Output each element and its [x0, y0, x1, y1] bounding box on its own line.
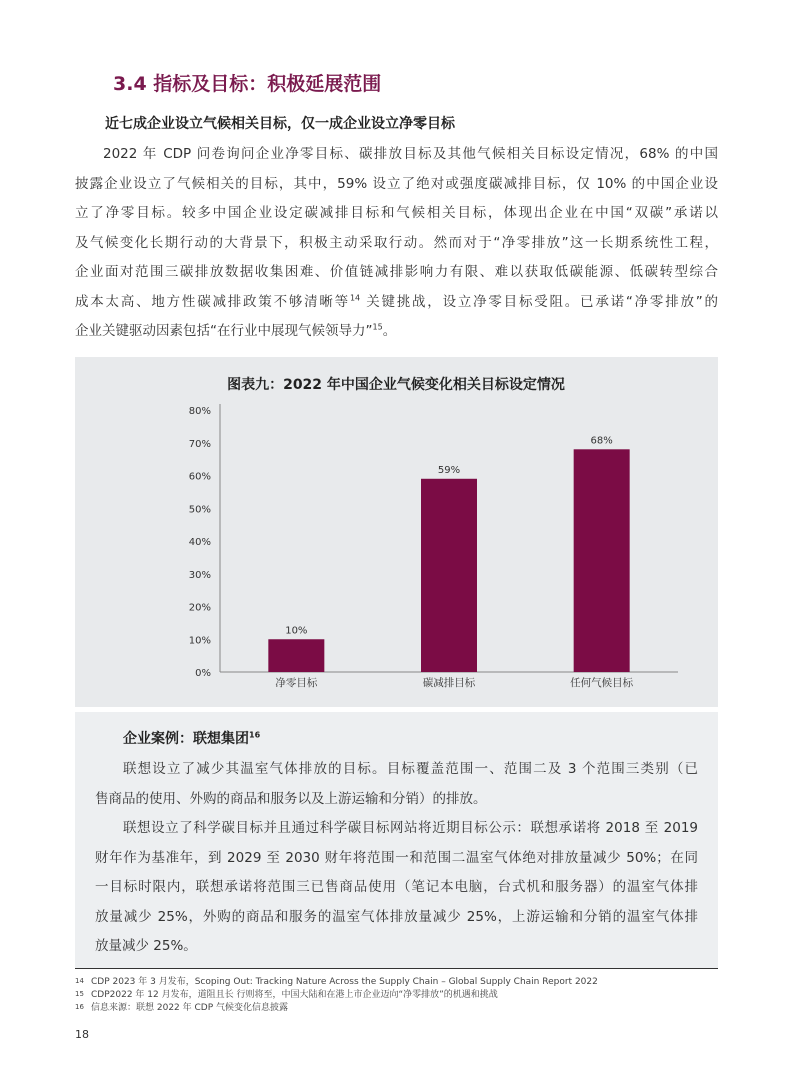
chart-bar [421, 479, 477, 672]
y-tick-label: 0% [195, 668, 211, 679]
bar-value-label: 68% [590, 435, 613, 447]
y-tick-label: 80% [188, 406, 211, 417]
footnote [75, 989, 718, 1002]
footnote-number: 16 [75, 1003, 84, 1011]
case-study-box [75, 712, 718, 968]
footnote [75, 976, 718, 989]
chart-title: 图表九：2022 年中国企业气候变化相关目标设定情况 [227, 377, 565, 393]
bar-value-label: 59% [437, 464, 461, 476]
page-number: 18 [75, 1028, 89, 1041]
intro-paragraph [75, 140, 718, 347]
case-paragraphs [95, 755, 698, 962]
x-category-label: 净零目标 [275, 677, 318, 689]
y-tick-label: 50% [188, 504, 211, 516]
case-title [123, 728, 260, 750]
paragraph-line [75, 288, 718, 318]
paragraph-line: 企业面对范围三碳排放数据收集困难、价值链减排影响力有限、难以获取低碳能源、低碳转型综合 [75, 264, 718, 280]
x-category-label: 碳减排目标 [422, 677, 476, 689]
y-tick-label: 30% [188, 569, 211, 581]
chart-bar [574, 449, 630, 672]
footnote-number: 14 [75, 977, 84, 985]
paragraph-line: 放量减少 25%，外购的商品和服务的温室气体排放量减少 25%，上游运输和分销的温室气体排 [95, 908, 698, 925]
paragraph-line: 售商品的使用、外购的商品和服务以及上游运输和分销）的排放。 [95, 790, 487, 807]
line-text: 关键挑战，设立净零目标受阻。已承诺“净零排放”的 [360, 293, 719, 310]
paragraph-line [75, 317, 718, 347]
paragraph-line: 联想设立了科学碳目标并且通过科学碳目标网站将近期目标公示：联想承诺将 2018 至 2019 [123, 820, 698, 836]
y-tick-label: 20% [188, 602, 211, 614]
paragraph-line: 放量减少 25%。 [95, 938, 197, 954]
paragraph-line: 联想设立了减少其温室气体排放的目标。目标覆盖范围一、范围二及 3 个范围三类别（已 [123, 761, 698, 777]
footnote-ref[interactable]: 14 [349, 293, 361, 302]
paragraph-line: 及气候变化长期行动的大背景下，积极主动采取行动。然而对于“净零排放”这一长期系统性工程， [75, 234, 718, 251]
paragraph-line: 披露企业设立了气候相关的目标，其中，59% 设立了绝对或强度碳减排目标，仅 10% 的中国企业设 [75, 175, 718, 192]
y-tick-label: 40% [188, 537, 211, 548]
paragraph-line: 财年作为基准年，到 2029 至 2030 财年将范围一和范围二温室气体绝对排放量减少 50%；在同 [95, 849, 698, 866]
chart-panel [75, 357, 718, 707]
bar-chart [75, 357, 718, 707]
line-text: 成本太高、地方性碳减排政策不够清晰等 [75, 293, 350, 310]
y-tick-label: 10% [188, 635, 211, 647]
paragraph-line: 立了净零目标。较多中国企业设定碳减排目标和气候相关目标，体现出企业在中国“双碳”承诺以 [75, 205, 718, 221]
y-tick-label: 60% [188, 471, 211, 483]
footnote-text: CDP 2023 年 3 月发布，Scoping Out: Tracking Nature Across the Supply Chain – Global Supply Chain Report 2022 [91, 977, 598, 987]
footnote-divider [75, 968, 718, 969]
line-text: 企业关键驱动因素包括“在行业中展现气候领导力” [75, 323, 373, 339]
footnote-number: 15 [75, 990, 84, 998]
paragraph-line: 2022 年 CDP 问卷询问企业净零目标、碳排放目标及其他气候相关目标设定情况，68% 的中国 [103, 146, 718, 162]
bar-value-label: 10% [285, 625, 308, 637]
footnote-text: 信息来源：联想 2022 年 CDP 气候变化信息披露 [91, 1003, 288, 1013]
footnote-text: CDP2022 年 12 月发布，道阻且长 行则将至，中国大陆和在港上市企业迈向“净零排放”的机遇和挑战 [91, 990, 498, 1000]
chart-bar [268, 639, 324, 672]
section-title: 3.4 指标及目标：积极延展范围 [113, 73, 382, 95]
footnote-ref[interactable]: 16 [249, 730, 261, 740]
footnotes [75, 976, 718, 1015]
y-tick-label: 70% [188, 438, 211, 450]
footnote [75, 1002, 718, 1015]
x-category-label: 任何气候目标 [570, 677, 634, 689]
line-text: 。 [382, 323, 397, 339]
case-title-text: 企业案例：联想集团 [123, 731, 249, 747]
paragraph-line: 一目标时限内，联想承诺将范围三已售商品使用（笔记本电脑，台式机和服务器）的温室气体排 [95, 879, 698, 895]
sub-heading: 近七成企业设立气候相关目标，仅一成企业设立净零目标 [105, 116, 455, 132]
footnote-ref[interactable]: 15 [372, 322, 383, 332]
